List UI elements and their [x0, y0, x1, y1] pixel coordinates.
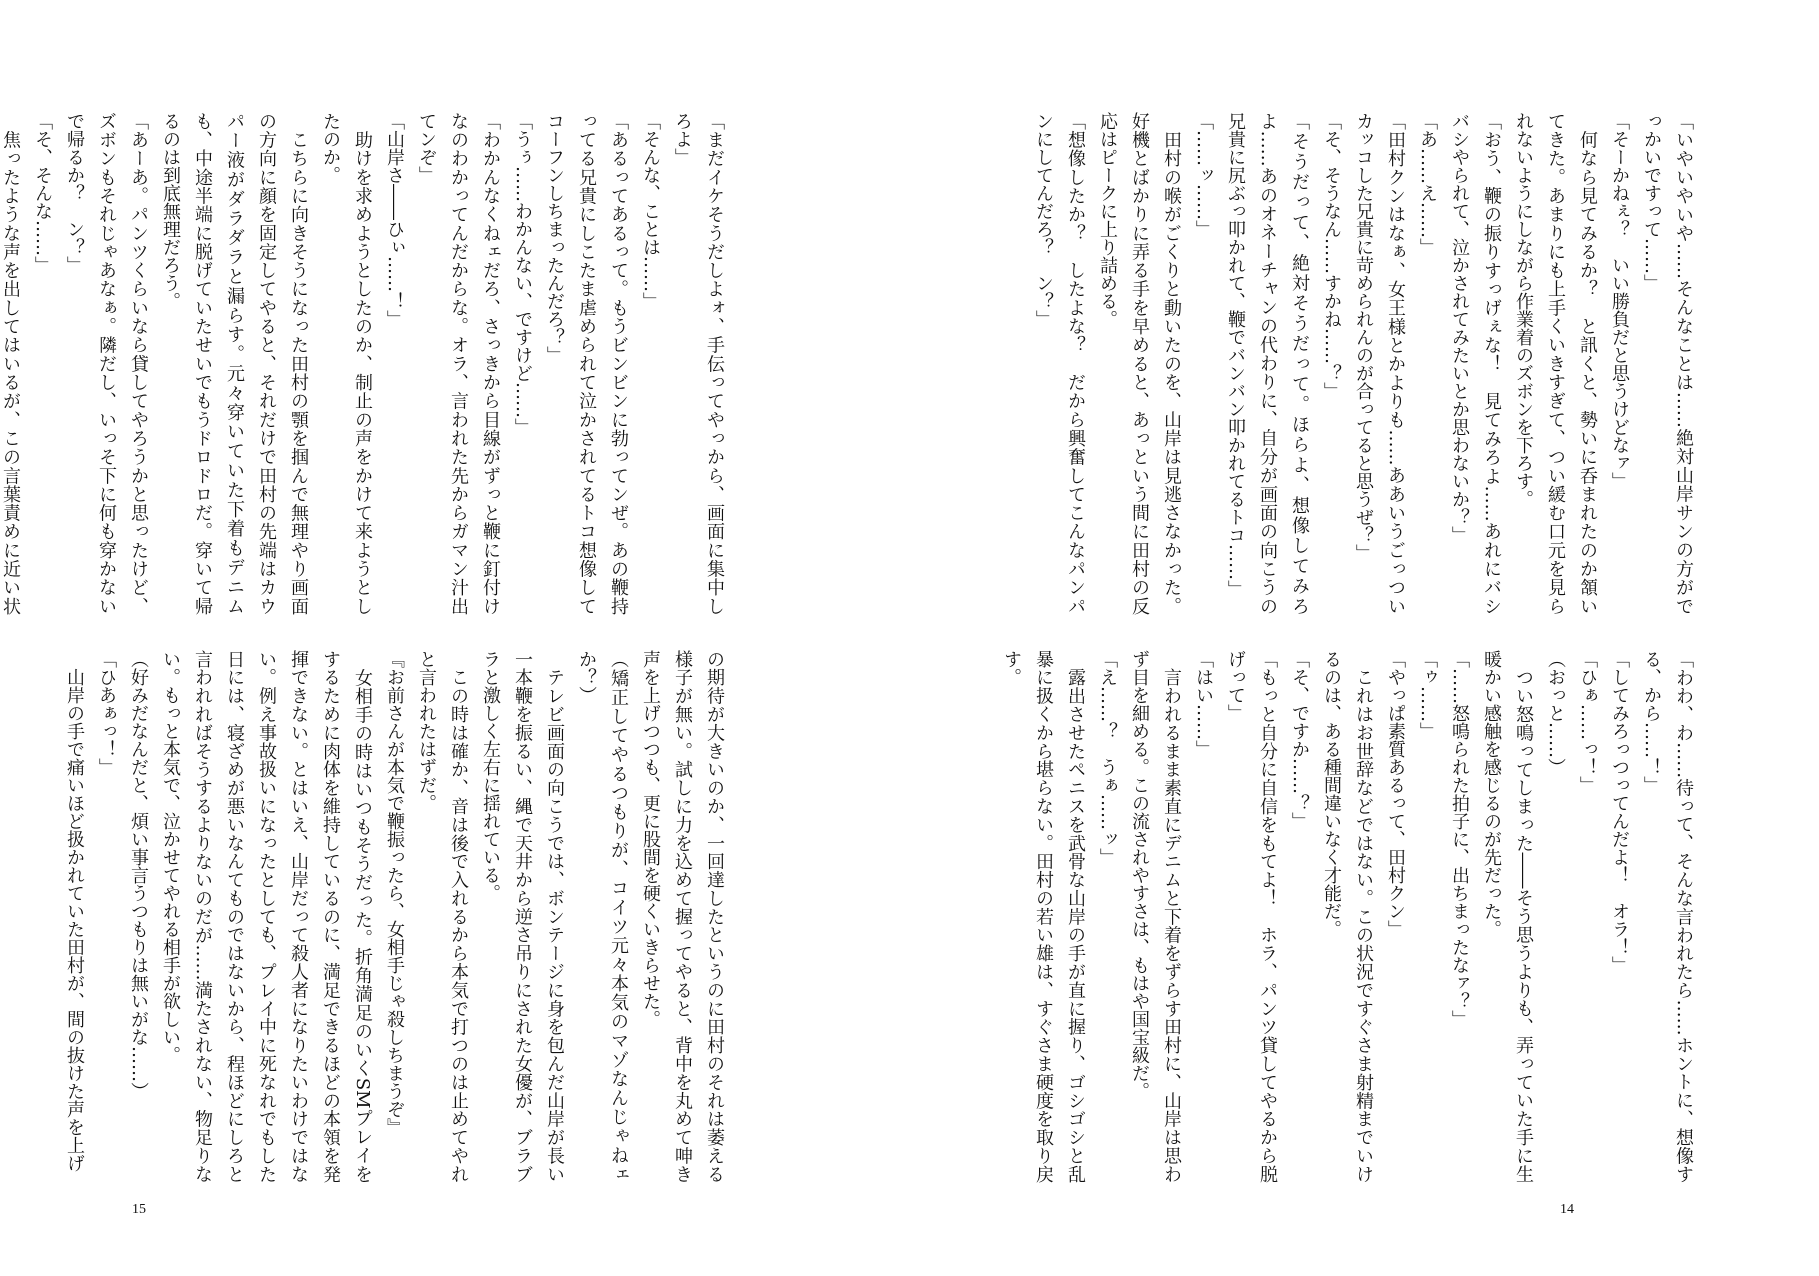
- right-page-bottom-block: [1001, 650, 1699, 1183]
- text-line: 「想像したか？ したよな？ だから興奮してこんなパンパンにしてんだろ？ ン？」: [1033, 112, 1086, 615]
- right-page: [910, 0, 1819, 1276]
- text-line: 「してみろっつってんだよ！ オラ！」: [1609, 650, 1630, 974]
- text-line: 「田村クンはなぁ、女王様とかよりも……ああいうごっついカッコした兄貴に苛められんのが合ってると思うぜ？」: [1353, 112, 1406, 615]
- text-line: （好みだなんだと、煩い事言うつもりは無いがな……）: [128, 650, 149, 1100]
- text-line: 露出させたペニスを武骨な山岸の手が直に握り、ゴシゴシと乱暴に扱くから堪らない。田村の若い雄は、すぐさま硬度を取り戻す。: [1001, 650, 1086, 1183]
- text-line: の期待が大きいのか、一回達したというのに田村のそれは萎える様子が無い。試しに力を込めて握ってやると、背中を丸めて呻き声を上げつつも、更に股間を硬くいきらせた。: [640, 650, 725, 1183]
- text-line: 「山岸さ――ひぃ……！」: [384, 112, 405, 328]
- text-line: 助けを求めようとしたのか、制止の声をかけて来ようとしたのか。: [320, 112, 373, 615]
- text-line: 「あーあ。パンツくらいなら貸してやろうかと思ったけど、ズボンもそれじゃあなぁ。隣だし、いっそ下に何も穿かないで帰るか？ ン？」: [64, 112, 149, 615]
- text-line: 「わかんなくねェだろ、さっきから目線がずっと鞭に釘付けなのわかってんだからな。オラ、言われた先からガマン汁出てンぞ」: [416, 112, 501, 615]
- text-line: 「あるってあるって。もうビンビンに勃ってンぜ。あの鞭持ってる兄貴にしこたま虐められて泣かされてるトコ想像してコーフンしちまったんだろ？」: [544, 112, 629, 615]
- left-page-bottom-block: [64, 650, 730, 1183]
- text-line: 田村の喉がごくりと動いたのを、山岸は見逃さなかった。好機とばかりに弄る手を早めると、あっという間に田村の反応はピークに上り詰める。: [1097, 112, 1182, 615]
- text-line: 「そ、そんな……」: [32, 112, 53, 274]
- text-line: テレビ画面の向こうでは、ボンテージに身を包んだ山岸が長い一本鞭を振るい、縄で天井から逆さ吊りにされた女優が、ブラブラと激しく左右に揺れている。: [480, 650, 565, 1183]
- text-line: 「いやいやいや……そんなことは……絶対山岸サンの方がでっかいですって……」: [1641, 112, 1694, 615]
- text-line: 女相手の時はいつもそうだった。折角満足のいくSMプレイをするために肉体を維持しているのに、満足できるほどの本領を発揮できない。とはいえ、山岸だって殺人者になりたいわけではない。例え事故扱いになったとしても、プレイ中に死なれでもした日には、寝ざめが悪いなんてものではないから、程ほどにしろと言われればそうするよりないのだが……満たされない、物足りない。もっと本気で、泣かせてやれる相手が欲しい。: [160, 650, 373, 1183]
- left-page-top-block: [0, 112, 730, 615]
- text-line: 「まだイケそうだしよォ、手伝ってやっから、画面に集中しろよ」: [672, 112, 725, 615]
- text-line: 「そ、ですか……？」: [1289, 650, 1310, 830]
- text-line: 「やっぱ素質あるって、田村クン」: [1385, 650, 1406, 938]
- text-line: 「おう、鞭の振りすっげぇな！ 見てみろよ……あれにバシバシやられて、泣かされてみたいとか思わないか？」: [1449, 112, 1502, 615]
- text-line: 「そ、そうなん……すかね……？」: [1321, 112, 1342, 400]
- text-line: 「……ッ……」: [1193, 112, 1214, 238]
- text-line: 「はい……」: [1193, 650, 1214, 758]
- text-line: （おっと……）: [1545, 650, 1566, 776]
- text-line: 「あ……え……」: [1417, 112, 1438, 256]
- page-number: 14: [1560, 1202, 1574, 1217]
- text-line: 言われるまま素直にデニムと下着をずらす田村に、山岸は思わず目を細める。この流されやすさは、もはや国宝級だ。: [1129, 650, 1182, 1183]
- text-line: つい怒鳴ってしまった――そう思うよりも、弄っていた手に生暖かい感触を感じるのが先だった。: [1481, 650, 1534, 1183]
- text-line: 「そんな、ことは……」: [640, 112, 661, 310]
- right-page-top-block: [1033, 112, 1699, 615]
- text-line: 焦ったような声を出してはいるが、この言葉責めに近い状: [0, 130, 21, 615]
- text-line: 「わわ、わ……待って、そんな言われたら……ホントに、想像する、から……！」: [1641, 650, 1694, 1183]
- text-line: 何なら見てみるか？ と訊くと、勢いに呑まれたのか頷いてきた。あまりにも上手くいきすぎて、つい緩む口元を見られないようにしながら作業着のズボンを下ろす。: [1513, 112, 1598, 615]
- text-line: 「そーかねぇ？ いい勝負だと思うけどなァ」: [1609, 112, 1630, 490]
- text-line: これはお世辞などではない。この状況ですぐさま射精までいけるのは、ある種間違いなく才能だ。: [1321, 650, 1374, 1183]
- text-line: 「……怒鳴られた拍子に、出ちまったなァ？」: [1449, 650, 1470, 1028]
- text-line: 「うぅ……わかんない、ですけど……」: [512, 112, 533, 436]
- text-line: 山岸の手で痛いほど扱かれていた田村が、間の抜けた声を上げ: [64, 650, 85, 1172]
- text-line: （矯正してやるつもりが、コイツ元々本気のマゾなんじゃねェか？）: [576, 650, 629, 1183]
- text-line: この時は確か、音は後で入れるから本気で打つのは止めてやれと言われたはずだ。: [416, 650, 469, 1183]
- text-line: 「ゥ……」: [1417, 650, 1438, 740]
- text-line: 「え……？ うぁ……ッ」: [1097, 650, 1118, 866]
- text-line: 「そうだって、絶対そうだって。ほらよ、想像してみろよ……あのオネーチャンの代わりに、自分が画面の向こうの兄貴に尻ぶっ叩かれて、鞭でバンバン叩かれてるトコ……」: [1225, 112, 1310, 615]
- text-line: 「もっと自分に自信をもてよ！ ホラ、パンツ貸してやるから脱げって」: [1225, 650, 1278, 1183]
- text-line: 「ひあぁっ！」: [96, 650, 117, 776]
- text-line: 「ひぁ……っ！」: [1577, 650, 1598, 794]
- text-line: 『お前さんが本気で鞭振ったら、女相手じゃ殺しちまうぞ』: [384, 650, 405, 1136]
- page-number: 15: [132, 1202, 146, 1217]
- text-line: こちらに向きそうになった田村の顎を掴んで無理やり画面の方向に顔を固定してやると、それだけで田村の先端はカウパー液がダラダラと漏らす。元々穿いていた下着もデニムも、中途半端に脱げていたせいでもうドロドロだ。穿いて帰るのは到底無理だろう。: [160, 112, 309, 615]
